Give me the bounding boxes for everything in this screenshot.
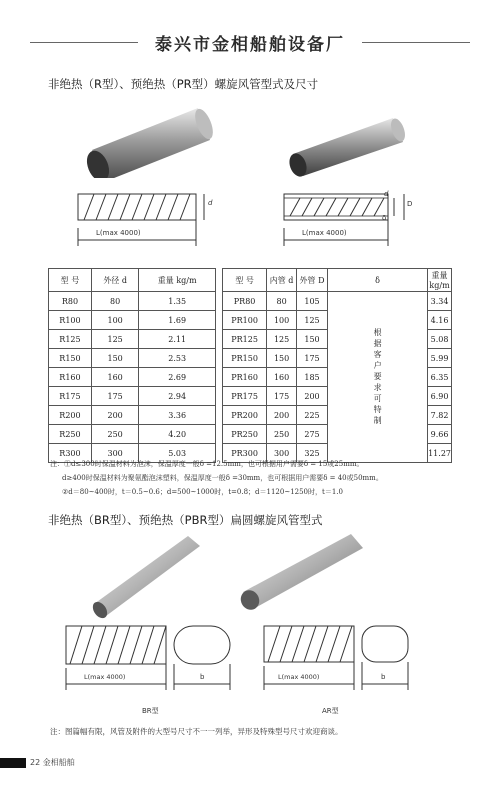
table-cell: 175 bbox=[296, 349, 327, 368]
table-cell: 200 bbox=[91, 406, 138, 425]
company-name: 泰兴市金相船舶设备厂 bbox=[155, 35, 345, 55]
table-cell: 5.03 bbox=[139, 444, 216, 463]
table-cell: PR150 bbox=[223, 349, 267, 368]
table-row bbox=[49, 387, 216, 406]
table-cell: 2.94 bbox=[139, 387, 216, 406]
table-cell: R100 bbox=[49, 311, 92, 330]
table-cell: 250 bbox=[91, 425, 138, 444]
table-cell: 185 bbox=[296, 368, 327, 387]
table-row bbox=[49, 311, 216, 330]
col-header: 重量 kg/m bbox=[428, 269, 452, 292]
col-header: 型 号 bbox=[49, 269, 92, 292]
table-cell: PR250 bbox=[223, 425, 267, 444]
table-cell: PR300 bbox=[223, 444, 267, 463]
pr-inner-d-label: d bbox=[384, 190, 389, 198]
table-cell: 1.69 bbox=[139, 311, 216, 330]
table-cell: 4.20 bbox=[139, 425, 216, 444]
pr-length-label: L(max 4000) bbox=[302, 229, 347, 237]
table-cell: 175 bbox=[267, 387, 297, 406]
table-cell: PR80 bbox=[223, 292, 267, 311]
ar-type-diagram bbox=[258, 618, 418, 698]
table-cell: PR200 bbox=[223, 406, 267, 425]
table-cell: 200 bbox=[267, 406, 297, 425]
section1-title: 非绝热（R型）、预绝热（PR型）螺旋风管型式及尺寸 bbox=[48, 77, 319, 91]
table-cell: R80 bbox=[49, 292, 92, 311]
r-type-diagram bbox=[70, 188, 230, 250]
table-cell: 225 bbox=[296, 406, 327, 425]
table-cell: 6.90 bbox=[428, 387, 452, 406]
table-row bbox=[49, 368, 216, 387]
table-row bbox=[49, 330, 216, 349]
table-cell: 5.08 bbox=[428, 330, 452, 349]
table-cell: 150 bbox=[296, 330, 327, 349]
table-cell: 80 bbox=[267, 292, 297, 311]
table-cell: 3.34 bbox=[428, 292, 452, 311]
table-cell: 100 bbox=[91, 311, 138, 330]
table-row bbox=[223, 292, 452, 311]
table-cell: 300 bbox=[91, 444, 138, 463]
table-cell: R160 bbox=[49, 368, 92, 387]
delta-note: 根据客户要求可特制 bbox=[373, 327, 383, 427]
table-cell: 7.82 bbox=[428, 406, 452, 425]
table-cell: R150 bbox=[49, 349, 92, 368]
table-cell: PR125 bbox=[223, 330, 267, 349]
table-cell: 160 bbox=[91, 368, 138, 387]
header-rule-right bbox=[362, 42, 470, 43]
table-cell: PR175 bbox=[223, 387, 267, 406]
table-row bbox=[49, 292, 216, 311]
table-cell: 9.66 bbox=[428, 425, 452, 444]
col-header: 外管 D bbox=[296, 269, 327, 292]
table-cell: 125 bbox=[296, 311, 327, 330]
table-cell: 100 bbox=[267, 311, 297, 330]
insulated-pipe-photo bbox=[285, 110, 415, 180]
table-cell: R200 bbox=[49, 406, 92, 425]
footer-arrow-icon bbox=[0, 758, 26, 768]
table-row bbox=[49, 349, 216, 368]
col-header: 型 号 bbox=[223, 269, 267, 292]
table-cell: 2.69 bbox=[139, 368, 216, 387]
table-cell: 200 bbox=[296, 387, 327, 406]
table-cell: 325 bbox=[296, 444, 327, 463]
table-cell: 2.53 bbox=[139, 349, 216, 368]
r-spec-table bbox=[48, 268, 216, 463]
r-length-label: L(max 4000) bbox=[96, 229, 141, 237]
table-cell: 175 bbox=[91, 387, 138, 406]
table-cell: 80 bbox=[91, 292, 138, 311]
br-width-label: b bbox=[200, 673, 205, 681]
delta-note-cell bbox=[328, 292, 428, 463]
footer-note: 注：图篇幅有限，风管及附件的大型号尺寸不一一列举，异形及特殊型号尺寸欢迎商谈。 bbox=[50, 727, 343, 736]
table-cell: 3.36 bbox=[139, 406, 216, 425]
table-cell: 250 bbox=[267, 425, 297, 444]
pr-outer-d-label: D bbox=[407, 200, 413, 208]
table-cell: R250 bbox=[49, 425, 92, 444]
ar-length-label: L(max 4000) bbox=[278, 673, 320, 681]
table-cell: PR100 bbox=[223, 311, 267, 330]
col-header: 外径 d bbox=[91, 269, 138, 292]
page-footer bbox=[0, 756, 500, 770]
table-row bbox=[49, 406, 216, 425]
ar-pipe-photo bbox=[235, 530, 370, 615]
table-cell: R300 bbox=[49, 444, 92, 463]
table-cell: 275 bbox=[296, 425, 327, 444]
note-1: 注：①d≤300时保温材料为泡沫，保温厚度一般δ =12.5mm，也可根据用户需要δ = 15或25mm。 bbox=[50, 460, 364, 468]
col-header: 重量 kg/m bbox=[139, 269, 216, 292]
table-cell: R175 bbox=[49, 387, 92, 406]
br-caption: BR型 bbox=[142, 707, 159, 715]
table-cell: PR160 bbox=[223, 368, 267, 387]
br-pipe-photo bbox=[88, 530, 208, 620]
table-cell: 125 bbox=[267, 330, 297, 349]
pr-spec-table bbox=[222, 268, 452, 463]
table-cell: 105 bbox=[296, 292, 327, 311]
col-header: 内管 d bbox=[267, 269, 297, 292]
header-rule-left bbox=[30, 42, 138, 43]
table-cell: 2.11 bbox=[139, 330, 216, 349]
table-cell: 160 bbox=[267, 368, 297, 387]
table-cell: 1.35 bbox=[139, 292, 216, 311]
company-header bbox=[0, 30, 500, 54]
round-pipe-photo bbox=[80, 98, 220, 178]
table-cell: 150 bbox=[267, 349, 297, 368]
table-cell: 150 bbox=[91, 349, 138, 368]
table-cell: 300 bbox=[267, 444, 297, 463]
page-number: 22 金相船舶 bbox=[30, 758, 75, 767]
table-row bbox=[49, 425, 216, 444]
ar-width-label: b bbox=[381, 673, 386, 681]
note-2: d≥400时保温材料为聚氨酯泡沫塑料，保温厚度一般δ =30mm，也可根据用户需要δ = 40或50mm。 bbox=[62, 474, 383, 482]
table-cell: 125 bbox=[91, 330, 138, 349]
pr-delta-label: δ bbox=[382, 214, 387, 222]
br-length-label: L(max 4000) bbox=[84, 673, 126, 681]
note-3: ②d＝80~400时，t＝0.5~0.6；d=500~1000时，t=0.8；d＝1120~1250时，t＝1.0 bbox=[62, 488, 343, 496]
table-cell: 11.27 bbox=[428, 444, 452, 463]
ar-caption: AR型 bbox=[322, 707, 339, 715]
table-cell: R125 bbox=[49, 330, 92, 349]
r-diameter-label: d bbox=[208, 199, 213, 207]
section2-title: 非绝热（BR型）、预绝热（PBR型）扁圆螺旋风管型式 bbox=[48, 513, 323, 527]
table-cell: 4.16 bbox=[428, 311, 452, 330]
col-header: δ bbox=[328, 269, 428, 292]
table-cell: 6.35 bbox=[428, 368, 452, 387]
table-cell: 5.99 bbox=[428, 349, 452, 368]
pr-type-diagram bbox=[278, 188, 418, 250]
br-type-diagram bbox=[60, 618, 240, 698]
